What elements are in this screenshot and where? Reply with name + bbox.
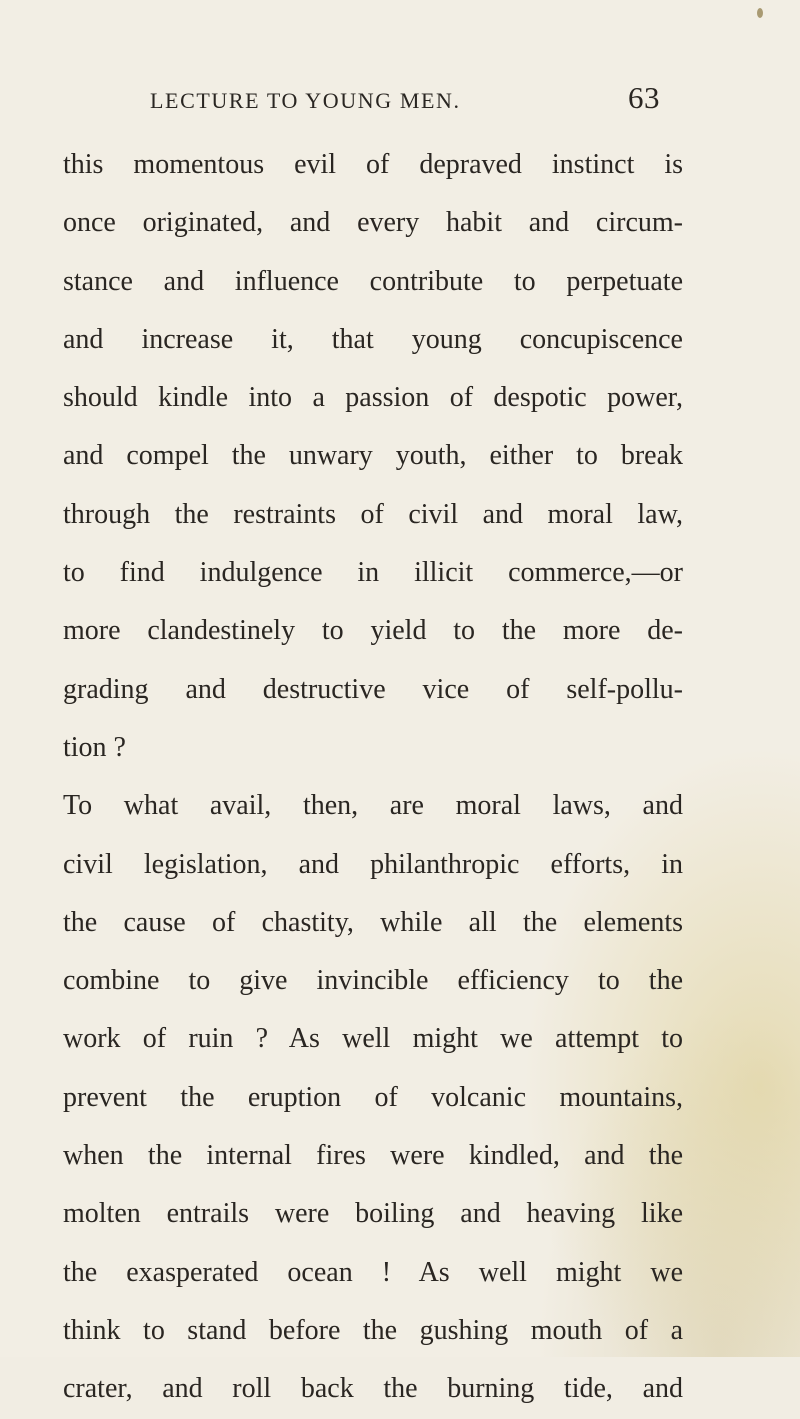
text-line: when the internal fires were kindled, and the	[63, 1140, 683, 1172]
text-line: this momentous evil of depraved instinct is	[63, 149, 683, 180]
text-line: once originated, and every habit and circum-	[63, 207, 683, 239]
text-line: and increase it, that young concupiscence	[63, 323, 683, 355]
text-line: more clandestinely to yield to the more de-	[63, 615, 683, 647]
text-line: prevent the eruption of volcanic mountains,	[63, 1081, 683, 1113]
text-line: think to stand before the gushing mouth of a	[63, 1314, 683, 1346]
text-line: should kindle into a passion of despotic power,	[63, 382, 683, 414]
text-line: the cause of chastity, while all the elements	[63, 906, 683, 938]
paragraph-start-line: To what avail, then, are moral laws, and	[63, 790, 683, 822]
text-line: molten entrails were boiling and heaving like	[63, 1198, 683, 1230]
paragraph-end-line: tion ?	[63, 731, 126, 763]
page-header	[150, 80, 660, 120]
text-line: civil legislation, and philanthropic efforts, in	[63, 848, 683, 880]
text-line: through the restraints of civil and moral law,	[63, 498, 683, 530]
text-line: grading and destructive vice of self-pollu-	[63, 673, 683, 705]
body-text	[63, 136, 683, 1419]
running-head: LECTURE TO YOUNG MEN.	[150, 88, 461, 113]
text-line: combine to give invincible efficiency to the	[63, 965, 683, 997]
page-number: 63	[628, 80, 660, 115]
text-line: stance and influence contribute to perpetuate	[63, 265, 683, 297]
ink-speck	[757, 8, 763, 18]
text-line: and compel the unwary youth, either to break	[63, 440, 683, 472]
text-line: crater, and roll back the burning tide, and	[63, 1373, 683, 1405]
text-line: to find indulgence in illicit commerce,—or	[63, 557, 683, 589]
text-line: the exasperated ocean ! As well might we	[63, 1256, 683, 1288]
text-line: work of ruin ? As well might we attempt to	[63, 1023, 683, 1055]
